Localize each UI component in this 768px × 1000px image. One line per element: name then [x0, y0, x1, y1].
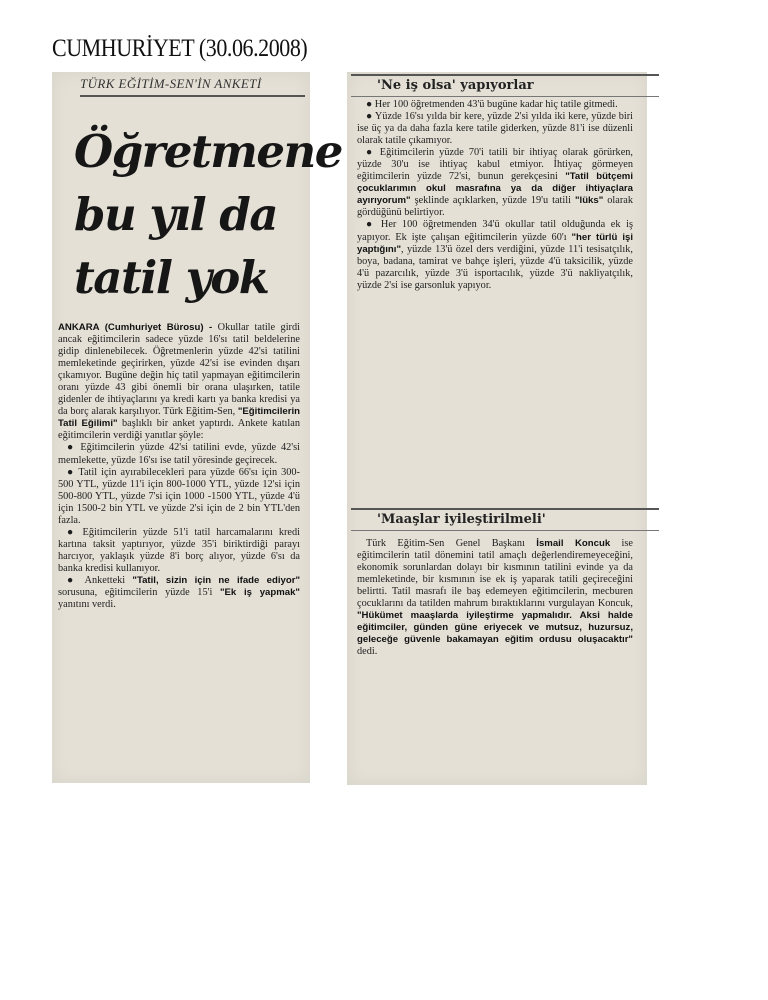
- bullet-item: ● Tatil için ayırabilecekleri para yüzde 66'sı için 300-500 YTL, yüzde 11'i için 800-1000 YTL, yüzde 12'si için 500-800 YTL, yüzde 7'si için 1000 -1500 YTL, yüzde 4'ü için 1500-2 bin YTL ve yüzde 2'si için de 2 bin YTL'den fazla.: [58, 466, 300, 526]
- left-clipping: [52, 72, 342, 783]
- survey-title: "Eğitimcilerin Tatil Eğilimi": [58, 406, 300, 430]
- right-body-text: [357, 538, 633, 658]
- author-name: İsmail Koncuk: [536, 538, 611, 549]
- headline: [74, 120, 342, 309]
- bullet-item: ● Eğitimcilerin yüzde 70'i tatili bir ihtiyaç olarak görürken, yüzde 30'u ise ihtiyaç kabul etmiyor. İhtiyaç görmeyen eğitimcilerin yüzde 72'si, bunun gerekçesini "Tatil bütçemi çocuklarımın okul masrafına ya da diğer ihtiyaçlara ayırıyorum" şeklinde açıklarken, yüzde 19'u tatili "lüks" olarak gördüğünü belirtiyor.: [357, 147, 633, 219]
- bullet-item: ● Eğitimcilerin yüzde 51'i tatil harcamalarını kredi kartına taksit yaptırıyor, yüzde 35'i biriktirdiği parayı harcıyor, yaklaşık yüzde 8'i borç alıyor, yüzde 6'sı da banka kredisi kullanıyor.: [58, 526, 300, 574]
- kicker: TÜRK EĞİTİM-SEN'İN ANKETİ: [80, 76, 305, 97]
- headline-line: bu yıl da: [74, 188, 277, 241]
- bullet-item: ● Her 100 öğretmenden 34'ü okullar tatil olduğunda ek iş yapıyor. Ek işte çalışan eğitimcilerin yüzde 60'ı "her türlü işi yaptığını", yüzde 13'ü özel ders verdiğini, yüzde 11'i tesisatçılık, boya, badana, tamirat ve bahçe işleri, yüzde 4'ü taksicilik, yüzde 4'ü pazarcılık, yüzde 3'ü isportacılık, yüzde 3'ü nakliyatçılık, yüzde 2'si ise garsonluk yapıyor.: [357, 219, 633, 291]
- headline-line: tatil yok: [74, 251, 269, 304]
- headline-line: Öğretmene: [74, 125, 342, 178]
- quote-paragraph: Türk Eğitim-Sen Genel Başkanı İsmail Koncuk ise eğitimcilerin tatil dönemini tatil amaçlı değerlendiremeyeceğini, ekonomik sorunlardan dolayı bir kısmının tatilini evinde ya da memleketinde, bir kısmının ise ek iş yaparak tatili geçireceğini belirtti. Tatil masrafı ile baş edemeyen eğitimcilerin, mecburen çocuklarını da tatilden mahrum bıraktıklarını vurgulayan Koncuk, "Hükümet maaşlarda iyileştirme yapmalıdır. Aksi halde eğitimciler, günden güne eriyecek ve mutsuz, huzursuz, geleceğe güvenle bakamayan eğitim ordusu oluşacaktır" dedi.: [357, 538, 633, 658]
- intro-paragraph: ANKARA (Cumhuriyet Bürosu) - Okullar tatile girdi ancak eğitimcilerin sadece yüzde 16'sı tatil beldelerine gidip dinlenebilecek. Öğretmenlerin yüzde 42'si tatilini memleketinde geçirirken, yüzde 42'si ise evinden dışarı çıkamıyor. Bugüne değin hiç tatil yapmayan eğitimcilerin oranı yüzde 43 gibi önemli bir orana ulaşırken, tatile gidenler de ihtiyaçlarını ya kredi kartı ya banka kredisi ya da borç alarak karşılıyor. Türk Eğitim-Sen, "Eğitimcilerin Tatil Eğilimi" başlıklı bir anket yaptırdı. Ankete katılan eğitimcilerin verdiği yanıtlar şöyle:: [58, 322, 300, 442]
- source-header: CUMHURİYET (30.06.2008): [52, 35, 308, 62]
- right-body-text: [357, 99, 633, 292]
- subheading: 'Maaşlar iyileştirilmeli': [351, 508, 659, 531]
- bullet-item: ● Eğitimcilerin yüzde 42'si tatilini evde, yüzde 42'si memlekette, yüzde 16'sı ise tatil yöresinde geçirecek.: [58, 442, 300, 466]
- subheading: 'Ne iş olsa' yapıyorlar: [351, 74, 659, 97]
- bullet-item: ● Her 100 öğretmenden 43'ü bugüne kadar hiç tatile gitmedi.: [366, 99, 618, 110]
- dateline: ANKARA (Cumhuriyet Bürosu) -: [58, 322, 213, 333]
- left-body-text: [58, 322, 300, 611]
- bullet-item: ● Anketteki "Tatil, sizin için ne ifade ediyor" sorusuna, eğitimcilerin yüzde 15'i "Ek iş yapmak" yanıtını verdi.: [58, 574, 301, 611]
- right-clipping: [347, 72, 647, 785]
- bullet-item: ● Yüzde 16'sı yılda bir kere, yüzde 2'si yılda iki kere, yüzde biri ise üç ya da daha fazla kere tatile giderken, yüzde 81'i ise düzenli olarak tatile çıkamıyor.: [357, 111, 633, 147]
- quote: "Hükümet maaşlarda iyileştirme yapmalıdır. Aksi halde eğitimciler, günden güne eriyecek ve mutsuz, huzursuz, geleceğe güvenle bakamayan eğitim ordusu oluşacaktır": [357, 610, 633, 646]
